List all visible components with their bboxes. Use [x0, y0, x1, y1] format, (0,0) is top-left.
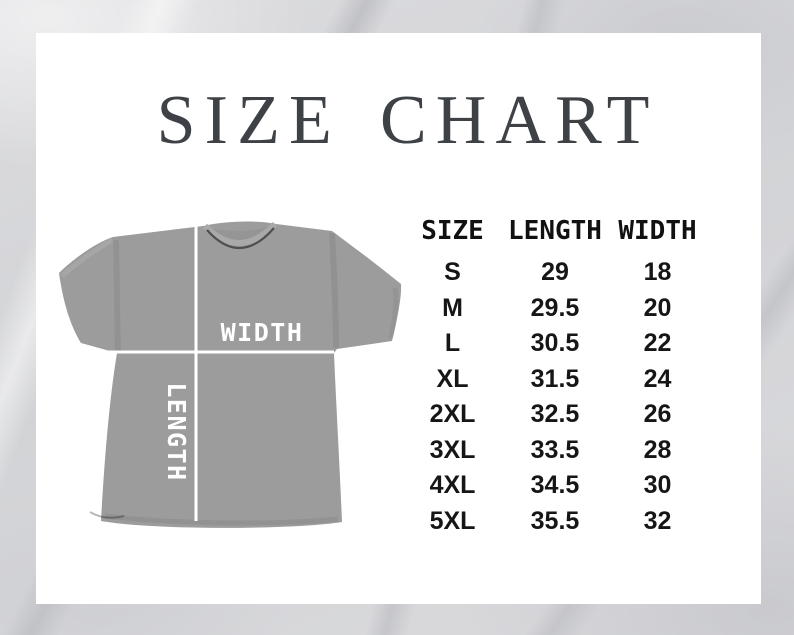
- table-row: [405, 362, 705, 398]
- width-measure-line: [80, 351, 334, 354]
- size-cell: 4XL: [429, 471, 476, 500]
- table-row: [405, 326, 705, 362]
- size-cell: 5XL: [429, 506, 476, 535]
- width-cell: 26: [643, 400, 672, 429]
- length-measure-line: [195, 222, 198, 521]
- length-label: LENGTH: [162, 382, 191, 482]
- size-table: [405, 211, 705, 539]
- table-row: [405, 468, 705, 504]
- width-cell: 22: [643, 329, 672, 358]
- column-header-size: SIZE: [421, 216, 484, 246]
- width-cell: 30: [643, 471, 672, 500]
- width-cell: 32: [643, 506, 672, 535]
- size-cell: S: [444, 258, 461, 287]
- column-header-width: WIDTH: [618, 216, 697, 246]
- size-cell: L: [444, 329, 461, 358]
- length-cell: 29.5: [530, 293, 580, 322]
- page-title: SIZE CHART: [156, 82, 659, 159]
- size-cell: 3XL: [429, 435, 476, 464]
- table-row: [405, 433, 705, 469]
- width-cell: 20: [643, 293, 672, 322]
- width-cell: 24: [643, 364, 672, 393]
- table-row: [405, 255, 705, 291]
- size-cell: 2XL: [429, 400, 476, 429]
- length-cell: 31.5: [530, 364, 580, 393]
- length-cell: 29: [541, 258, 569, 287]
- length-cell: 33.5: [530, 435, 580, 464]
- size-cell: M: [442, 293, 463, 322]
- width-label: WIDTH: [220, 318, 304, 347]
- length-cell: 32.5: [530, 400, 580, 429]
- table-row: [405, 397, 705, 433]
- table-row: [405, 504, 705, 540]
- width-cell: 18: [643, 258, 672, 287]
- length-cell: 30.5: [530, 329, 580, 358]
- size-cell: XL: [436, 364, 469, 393]
- size-table-header: [405, 211, 705, 251]
- size-table-body: [405, 255, 705, 539]
- length-cell: 34.5: [530, 471, 580, 500]
- column-header-length: LENGTH: [508, 216, 602, 246]
- table-row: [405, 291, 705, 327]
- length-cell: 35.5: [530, 506, 580, 535]
- tshirt-shape: [59, 222, 401, 528]
- width-cell: 28: [643, 435, 672, 464]
